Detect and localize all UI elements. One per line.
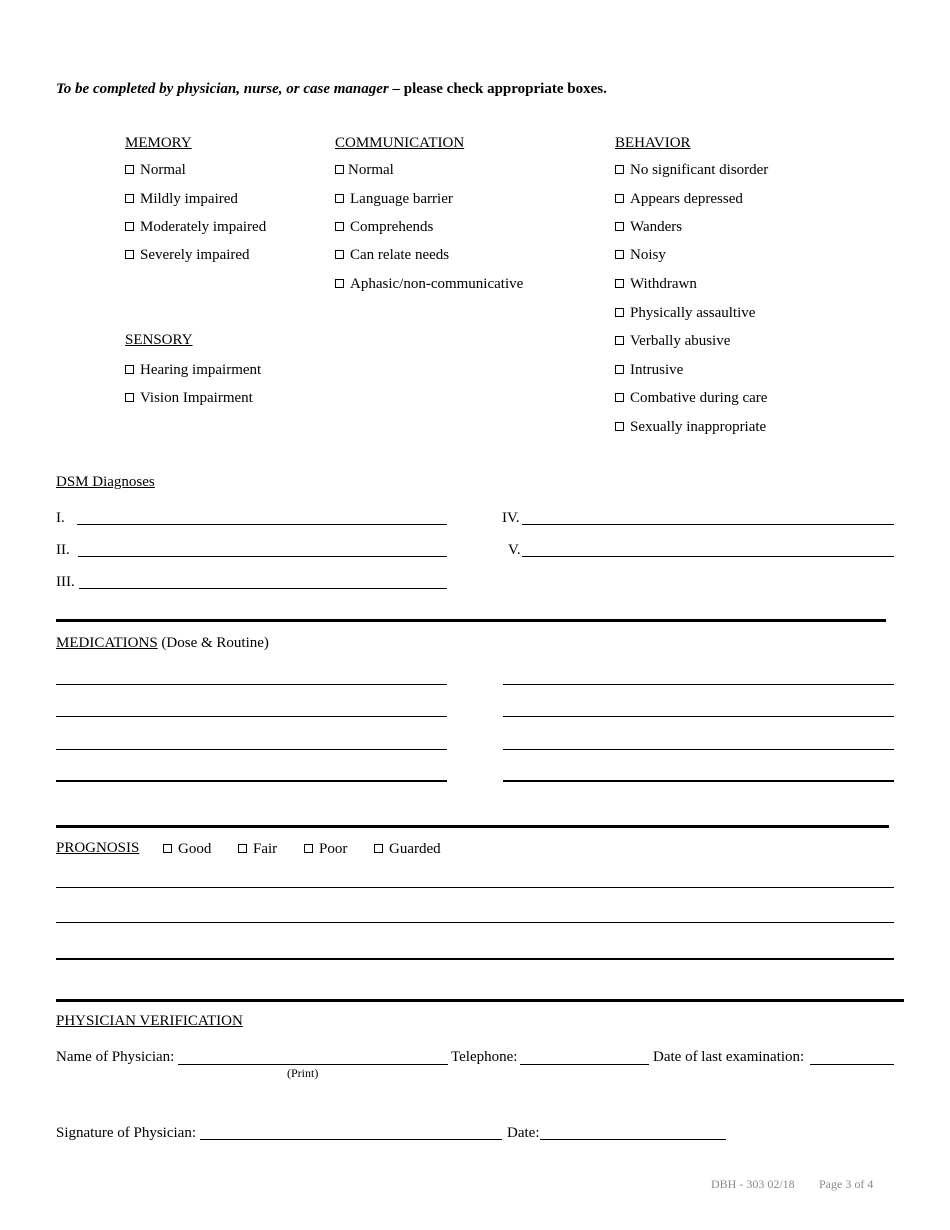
memory-heading: MEMORY [125, 135, 192, 151]
communication-option[interactable]: Aphasic/non-communicative [335, 275, 523, 293]
instructions-italic: To be completed by physician, nurse, or case manager [56, 81, 389, 97]
prognosis-heading: PROGNOSIS [56, 840, 140, 856]
section-divider [56, 825, 889, 828]
dsm-field-5[interactable] [522, 556, 894, 557]
checkbox-icon[interactable] [335, 250, 344, 259]
dsm-field-3[interactable] [79, 588, 447, 589]
prognosis-option-poor[interactable]: Poor [304, 840, 347, 858]
medication-line-left-4[interactable] [56, 780, 447, 782]
physician-heading: PHYSICIAN VERIFICATION [56, 1013, 243, 1029]
dsm-heading: DSM Diagnoses [56, 474, 155, 490]
checkbox-icon[interactable] [125, 365, 134, 374]
checkbox-icon[interactable] [125, 393, 134, 402]
instructions-bold: – please check appropriate boxes. [388, 81, 607, 97]
signature-label: Signature of Physician: [56, 1125, 196, 1141]
checkbox-icon[interactable] [615, 250, 624, 259]
medications-heading: MEDICATIONS (Dose & Routine) [56, 635, 269, 651]
telephone-field[interactable] [520, 1064, 649, 1065]
checkbox-icon[interactable] [615, 279, 624, 288]
medication-line-right-3[interactable] [503, 749, 894, 750]
memory-option[interactable]: Moderately impaired [125, 218, 266, 236]
instructions [56, 81, 607, 98]
communication-option[interactable]: Normal [335, 161, 394, 179]
behavior-option[interactable]: Verbally abusive [615, 332, 730, 350]
checkbox-icon[interactable] [615, 365, 624, 374]
checkbox-icon[interactable] [615, 393, 624, 402]
prognosis-line-3[interactable] [56, 958, 894, 960]
prognosis-option-guarded[interactable]: Guarded [374, 840, 441, 858]
behavior-option[interactable]: Wanders [615, 218, 682, 236]
checkbox-icon[interactable] [615, 308, 624, 317]
prognosis-line-2[interactable] [56, 922, 894, 923]
last-exam-label: Date of last examination: [653, 1049, 805, 1065]
dsm-field-4[interactable] [522, 524, 894, 525]
signature-field[interactable] [200, 1139, 502, 1140]
form-id: DBH - 303 02/18 [711, 1177, 795, 1191]
communication-option[interactable]: Language barrier [335, 190, 453, 208]
behavior-option[interactable]: Combative during care [615, 389, 767, 407]
communication-option[interactable]: Can relate needs [335, 246, 449, 264]
checkbox-icon[interactable] [615, 422, 624, 431]
physician-name-field[interactable] [178, 1064, 448, 1065]
page-number: Page 3 of 4 [819, 1177, 874, 1191]
dsm-label-3: III. [56, 574, 75, 590]
checkbox-icon[interactable] [125, 165, 134, 174]
medication-line-right-4[interactable] [503, 780, 894, 782]
dsm-label-1: I. [56, 510, 65, 526]
behavior-option[interactable]: Noisy [615, 246, 666, 264]
medication-line-right-2[interactable] [503, 716, 894, 717]
checkbox-icon[interactable] [125, 222, 134, 231]
behavior-option[interactable]: Appears depressed [615, 190, 743, 208]
memory-option[interactable]: Mildly impaired [125, 190, 238, 208]
checkbox-icon[interactable] [615, 336, 624, 345]
behavior-option[interactable]: Physically assaultive [615, 304, 755, 322]
checkbox-icon[interactable] [304, 844, 313, 853]
checkbox-icon[interactable] [335, 279, 344, 288]
checkbox-icon[interactable] [335, 222, 344, 231]
section-divider [56, 619, 886, 622]
behavior-option[interactable]: Sexually inappropriate [615, 418, 766, 436]
behavior-option[interactable]: Withdrawn [615, 275, 697, 293]
print-note: (Print) [287, 1066, 319, 1080]
checkbox-icon[interactable] [615, 222, 624, 231]
communication-heading: COMMUNICATION [335, 135, 465, 151]
dsm-field-2[interactable] [78, 556, 447, 557]
sensory-option[interactable]: Vision Impairment [125, 389, 253, 407]
behavior-option[interactable]: Intrusive [615, 361, 683, 379]
checkbox-icon[interactable] [238, 844, 247, 853]
checkbox-icon[interactable] [615, 194, 624, 203]
checkbox-icon[interactable] [125, 250, 134, 259]
physician-name-label: Name of Physician: [56, 1049, 175, 1065]
behavior-option[interactable]: No significant disorder [615, 161, 768, 179]
behavior-heading: BEHAVIOR [615, 135, 691, 151]
last-exam-field[interactable] [810, 1064, 894, 1065]
sensory-option[interactable]: Hearing impairment [125, 361, 261, 379]
prognosis-option-fair[interactable]: Fair [238, 840, 277, 858]
memory-option[interactable]: Severely impaired [125, 246, 250, 264]
section-divider [56, 999, 904, 1002]
checkbox-icon[interactable] [615, 165, 624, 174]
sensory-heading: SENSORY [125, 332, 193, 348]
communication-option[interactable]: Comprehends [335, 218, 433, 236]
checkbox-icon[interactable] [374, 844, 383, 853]
dsm-label-5: V. [508, 542, 521, 558]
medication-line-right-1[interactable] [503, 684, 894, 685]
checkbox-icon[interactable] [125, 194, 134, 203]
dsm-field-1[interactable] [77, 524, 447, 525]
dsm-label-4: IV. [502, 510, 520, 526]
checkbox-icon[interactable] [335, 194, 344, 203]
telephone-label: Telephone: [451, 1049, 518, 1065]
medication-line-left-3[interactable] [56, 749, 447, 750]
medication-line-left-2[interactable] [56, 716, 447, 717]
checkbox-icon[interactable] [335, 165, 344, 174]
date-label: Date: [507, 1125, 540, 1141]
memory-option[interactable]: Normal [125, 161, 186, 179]
checkbox-icon[interactable] [163, 844, 172, 853]
dsm-label-2: II. [56, 542, 70, 558]
prognosis-line-1[interactable] [56, 887, 894, 888]
date-field[interactable] [540, 1139, 726, 1140]
medication-line-left-1[interactable] [56, 684, 447, 685]
prognosis-option-good[interactable]: Good [163, 840, 211, 858]
